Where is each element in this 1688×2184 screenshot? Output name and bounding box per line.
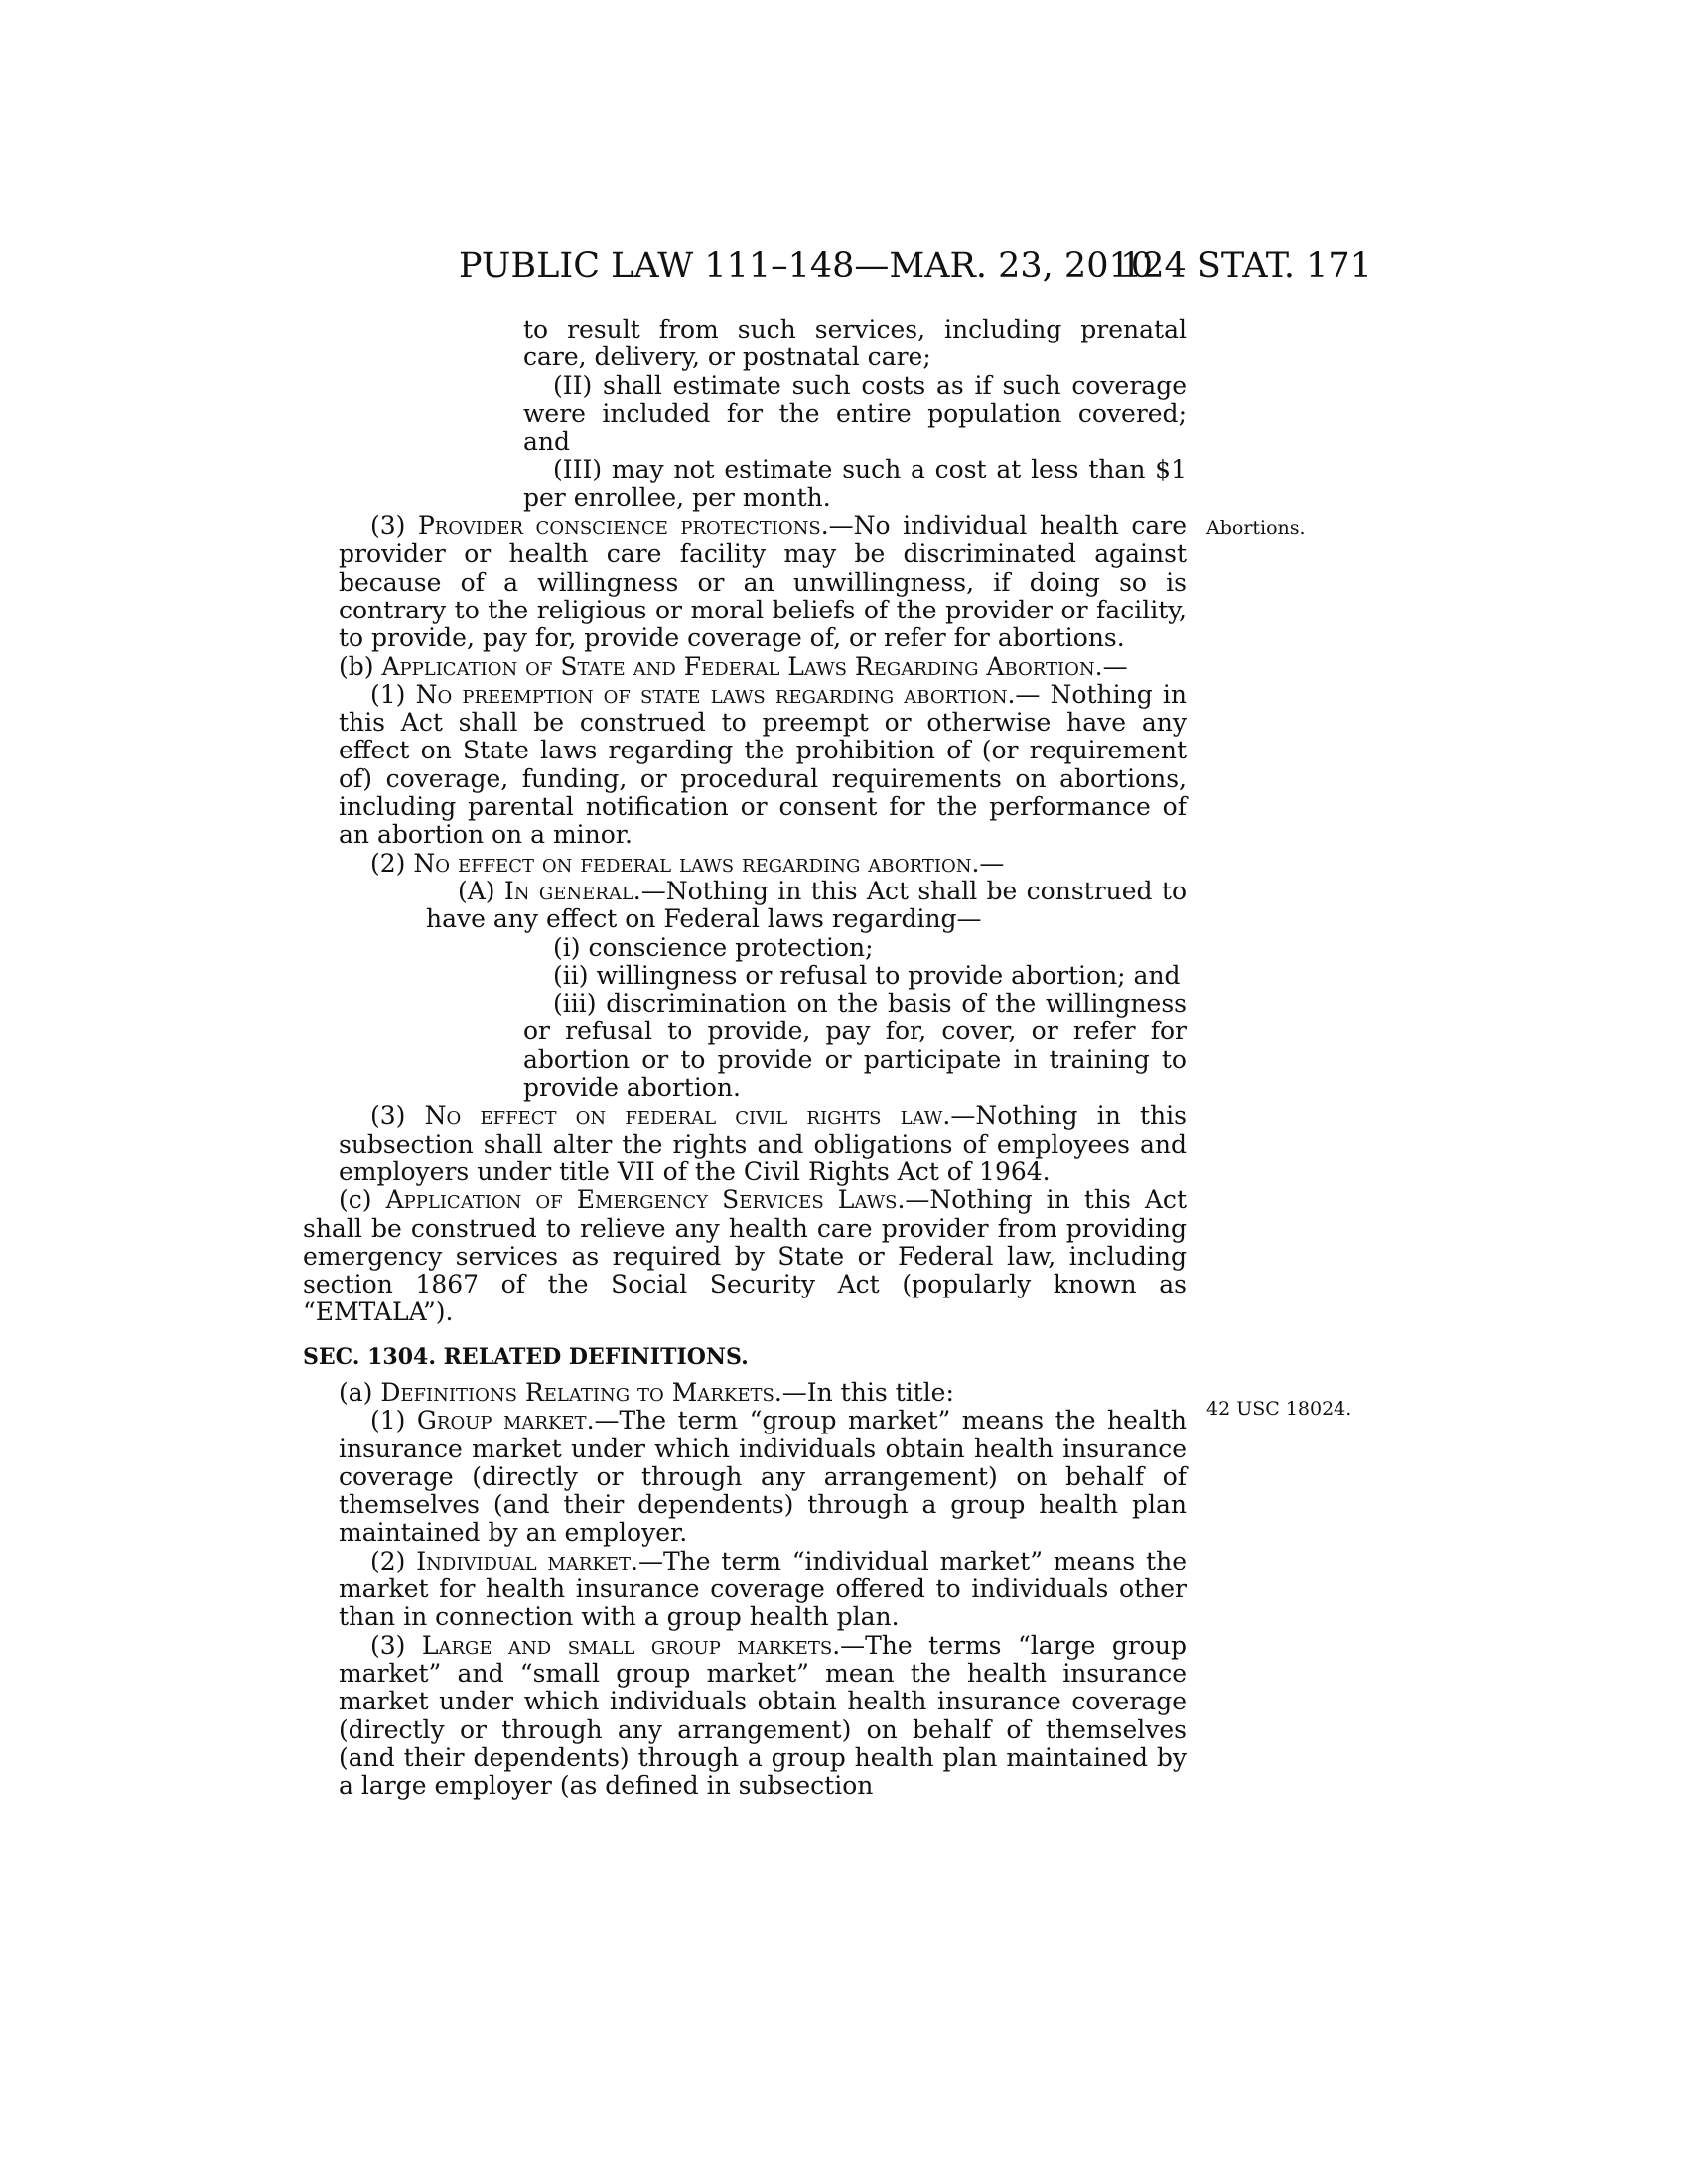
- para-heading: Large and small group markets: [421, 1630, 833, 1660]
- running-header-stat: 124 STAT. 171: [1120, 246, 1372, 286]
- paragraph-large-small-group: [303, 1632, 1187, 1801]
- paragraph-no-preemption: [303, 681, 1187, 850]
- para-heading: Application of Emergency Services Laws: [385, 1185, 898, 1215]
- para-body: .—The term “group market” means the health insurance market under which individuals obtain health insurance coverage (directly or through any arrangement) on behalf of themselves (and their dependents) through a group health plan maintained by an employer.: [339, 1406, 1187, 1548]
- paragraph-group-market: [303, 1407, 1187, 1547]
- para-number: (3): [370, 1630, 422, 1660]
- para-body: .—: [971, 848, 1005, 878]
- para-body: .— Nothing in this Act shall be construed to preempt or otherwise have any effect on State laws regarding the prohibition of (or requirement of) coverage, funding, or procedural requirements on abortions, including parental notification or consent for the performance of an abortion on a minor.: [339, 679, 1187, 850]
- margin-note-usc: 42 USC 18024.: [1206, 1398, 1352, 1420]
- para-body: .—The terms “large group market” and “small group market” mean the health insurance market under which individuals obtain health insurance coverage (directly or through any arrangement) on behalf of themselves (and their dependents) through a group health plan maintained by a large employer (as defined in subsection: [339, 1630, 1187, 1801]
- para-body: .—The term “individual market” means the market for health insurance coverage offered to individuals other than in connection with a group health plan.: [339, 1546, 1187, 1632]
- para-number: (1): [370, 679, 416, 709]
- para-heading: Individual market: [416, 1546, 632, 1575]
- para-number: (3): [370, 511, 418, 541]
- para-heading: No effect on federal laws regarding abortion: [413, 848, 972, 878]
- section-heading: SEC. 1304. RELATED DEFINITIONS.: [303, 1343, 749, 1370]
- paragraph: to result from such services, including prenatal care, delivery, or postnatal care;: [523, 315, 1187, 372]
- para-heading: Definitions Relating to Markets: [380, 1377, 774, 1407]
- para-number: (A): [458, 876, 504, 905]
- section-heading-row: [303, 1343, 1345, 1371]
- para-heading: No preemption of state laws regarding abortion: [415, 679, 1008, 709]
- paragraph-emergency-services: [303, 1186, 1187, 1326]
- para-number: (2): [370, 848, 414, 878]
- para-number: (3): [370, 1101, 425, 1131]
- paragraph-provider-conscience: [303, 512, 1187, 652]
- para-body: .—Nothing in this Act shall be construed to have any effect on Federal laws regarding—: [426, 876, 1187, 934]
- para-heading: Group market: [416, 1406, 587, 1435]
- body-text: [303, 316, 1187, 1800]
- paragraph-civil-rights: [303, 1102, 1187, 1186]
- para-number: (c): [339, 1185, 386, 1215]
- paragraph-individual-market: [303, 1548, 1187, 1632]
- para-body: .—No individual health care provider or health care facility may be discriminated against because of a willingness or an unwillingness, if doing so is contrary to the religious or moral beliefs of the provider or facility, to provide, pay for, provide coverage of, or refer for abortions.: [339, 511, 1188, 653]
- margin-note-abortions: Abortions.: [1206, 517, 1306, 539]
- para-number: (a): [339, 1377, 381, 1407]
- running-header-title: PUBLIC LAW 111–148—MAR. 23, 2010: [459, 246, 1154, 286]
- paragraph-no-effect-federal: [303, 850, 1187, 878]
- para-number: (b): [339, 651, 382, 681]
- para-body: .—In this title:: [774, 1377, 954, 1407]
- paragraph: (iii) discrimination on the basis of the willingness or refusal to provide, pay for, cover, or refer for abortion or to provide or participate in training to provide abortion.: [523, 989, 1187, 1103]
- paragraph-definitions-markets: [303, 1379, 1187, 1407]
- para-body: .—Nothing in this subsection shall alter the rights and obligations of employees and employers under title VII of the Civil Rights Act of 1964.: [339, 1101, 1187, 1186]
- para-heading: No effect on federal civil rights law: [424, 1101, 943, 1131]
- paragraph: (ii) willingness or refusal to provide abortion; and: [553, 960, 1181, 990]
- para-body: .—: [1094, 651, 1128, 681]
- para-number: (2): [370, 1546, 417, 1575]
- paragraph-in-general: [303, 878, 1187, 934]
- paragraph: (i) conscience protection;: [553, 932, 874, 962]
- para-heading: In general: [503, 876, 633, 905]
- para-number: (1): [370, 1406, 417, 1435]
- paragraph-subsection-b: [303, 653, 1187, 681]
- paragraph: (III) may not estimate such a cost at less than $1 per enrollee, per month.: [523, 455, 1187, 512]
- para-body: .—Nothing in this Act shall be construed to relieve any health care provider from providing emergency services as required by State or Federal law, including section 1867 of the Social Security Act (popularly known as “EMTALA”).: [303, 1185, 1187, 1327]
- paragraph: (II) shall estimate such costs as if such coverage were included for the entire population covered; and: [523, 370, 1187, 457]
- para-heading: Provider conscience protections: [417, 511, 821, 541]
- para-heading: Application of State and Federal Laws Regarding Abortion: [381, 651, 1095, 681]
